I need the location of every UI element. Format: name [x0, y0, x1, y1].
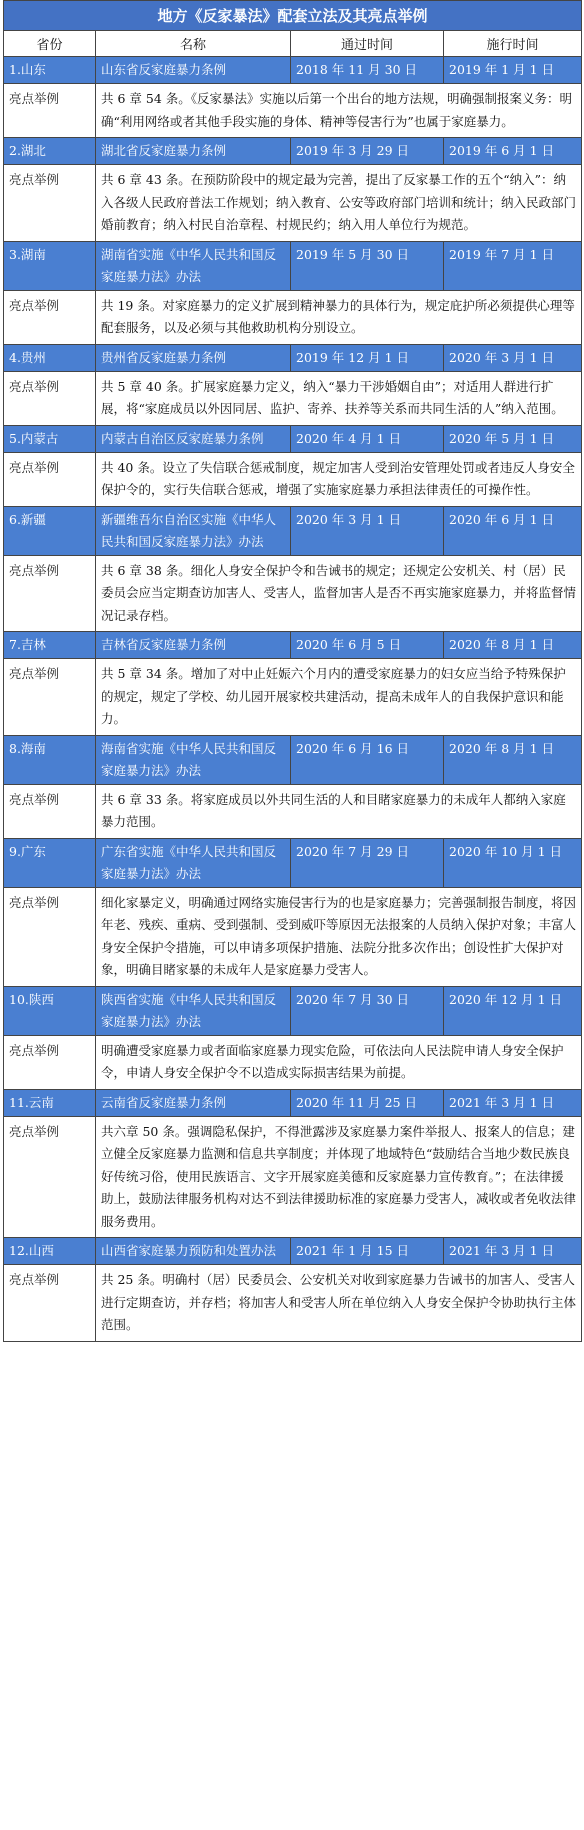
- effective-date-cell: 2019 年 7 月 1 日: [444, 241, 582, 290]
- highlight-text-cell: 共 25 条。明确村（居）民委员会、公安机关对收到家庭暴力告诫书的加害人、受害人进行定期查访，并存档；将加害人和受害人所在单位纳入人身安全保护令协助执行主体范围。: [96, 1265, 582, 1342]
- passed-date-cell: 2019 年 12 月 1 日: [291, 344, 444, 371]
- highlight-row: [4, 555, 582, 632]
- table-title: 地方《反家暴法》配套立法及其亮点举例: [4, 1, 582, 31]
- effective-date-cell: 2020 年 3 月 1 日: [444, 344, 582, 371]
- highlight-label-cell: 亮点举例: [4, 555, 96, 632]
- province-row: [4, 425, 582, 452]
- highlight-row: [4, 1116, 582, 1238]
- province-row: [4, 506, 582, 555]
- highlight-label-cell: 亮点举例: [4, 659, 96, 736]
- highlight-text-cell: 细化家暴定义，明确通过网络实施侵害行为的也是家庭暴力；完善强制报告制度，将因年老、残疾、重病、受到强制、受到威吓等原因无法报案的人员纳入保护对象；丰富人身安全保护令措施，可以申请多项保护措施、法院分批多次作出；创设性扩大保护对象，明确目睹家暴的未成年人是家庭暴力受害人。: [96, 887, 582, 986]
- highlight-label-cell: 亮点举例: [4, 1265, 96, 1342]
- highlight-text-cell: 共 6 章 33 条。将家庭成员以外共同生活的人和目睹家庭暴力的未成年人都纳入家庭暴力范围。: [96, 784, 582, 838]
- law-name-cell: 海南省实施《中华人民共和国反家庭暴力法》办法: [96, 735, 291, 784]
- province-cell: 8.海南: [4, 735, 96, 784]
- effective-date-cell: 2020 年 5 月 1 日: [444, 425, 582, 452]
- highlight-row: [4, 165, 582, 242]
- law-name-cell: 云南省反家庭暴力条例: [96, 1089, 291, 1116]
- province-cell: 2.湖北: [4, 138, 96, 165]
- highlight-text-cell: 共六章 50 条。强调隐私保护，不得泄露涉及家庭暴力案件举报人、报案人的信息；建立健全反家庭暴力监测和信息共享制度；并体现了地域特色“鼓励结合当地少数民族良好传统习俗，使用民族语言、文字开展家庭美德和反家庭暴力宣传教育。”；在法律援助上，鼓励法律服务机构对达不到法律援助标准的家庭暴力受害人，减收或者免收法律服务费用。: [96, 1116, 582, 1238]
- effective-date-cell: 2019 年 1 月 1 日: [444, 57, 582, 84]
- highlight-label-cell: 亮点举例: [4, 784, 96, 838]
- header-row: [4, 31, 582, 57]
- highlight-row: [4, 290, 582, 344]
- highlight-row: [4, 371, 582, 425]
- province-cell: 11.云南: [4, 1089, 96, 1116]
- province-row: [4, 1089, 582, 1116]
- province-cell: 3.湖南: [4, 241, 96, 290]
- province-cell: 4.贵州: [4, 344, 96, 371]
- passed-date-cell: 2021 年 1 月 15 日: [291, 1238, 444, 1265]
- passed-date-cell: 2020 年 3 月 1 日: [291, 506, 444, 555]
- effective-date-cell: 2020 年 8 月 1 日: [444, 735, 582, 784]
- province-cell: 5.内蒙古: [4, 425, 96, 452]
- effective-date-cell: 2020 年 8 月 1 日: [444, 632, 582, 659]
- header-name: 名称: [96, 31, 291, 57]
- passed-date-cell: 2019 年 5 月 30 日: [291, 241, 444, 290]
- highlight-label-cell: 亮点举例: [4, 1116, 96, 1238]
- law-name-cell: 陕西省实施《中华人民共和国反家庭暴力法》办法: [96, 986, 291, 1035]
- effective-date-cell: 2020 年 12 月 1 日: [444, 986, 582, 1035]
- highlight-label-cell: 亮点举例: [4, 290, 96, 344]
- province-row: [4, 735, 582, 784]
- effective-date-cell: 2020 年 6 月 1 日: [444, 506, 582, 555]
- legislation-table: [3, 0, 582, 1342]
- province-cell: 10.陕西: [4, 986, 96, 1035]
- highlight-label-cell: 亮点举例: [4, 371, 96, 425]
- passed-date-cell: 2020 年 11 月 25 日: [291, 1089, 444, 1116]
- province-cell: 6.新疆: [4, 506, 96, 555]
- passed-date-cell: 2020 年 4 月 1 日: [291, 425, 444, 452]
- highlight-text-cell: 共 40 条。设立了失信联合惩戒制度，规定加害人受到治安管理处罚或者违反人身安全保护令的，实行失信联合惩戒，增强了实施家庭暴力承担法律责任的可操作性。: [96, 452, 582, 506]
- highlight-text-cell: 共 5 章 40 条。扩展家庭暴力定义，纳入“暴力干涉婚姻自由”；对适用人群进行扩展，将“家庭成员以外因同居、监护、寄养、扶养等关系而共同生活的人”纳入范围。: [96, 371, 582, 425]
- highlight-label-cell: 亮点举例: [4, 887, 96, 986]
- highlight-text-cell: 共 6 章 38 条。细化人身安全保护令和告诫书的规定；还规定公安机关、村（居）民委员会应当定期查访加害人、受害人，监督加害人是否不再实施家庭暴力，并将监督情况记录存档。: [96, 555, 582, 632]
- province-row: [4, 57, 582, 84]
- province-row: [4, 344, 582, 371]
- province-row: [4, 241, 582, 290]
- passed-date-cell: 2018 年 11 月 30 日: [291, 57, 444, 84]
- province-row: [4, 838, 582, 887]
- law-name-cell: 广东省实施《中华人民共和国反家庭暴力法》办法: [96, 838, 291, 887]
- passed-date-cell: 2020 年 6 月 5 日: [291, 632, 444, 659]
- highlight-row: [4, 887, 582, 986]
- effective-date-cell: 2019 年 6 月 1 日: [444, 138, 582, 165]
- effective-date-cell: 2020 年 10 月 1 日: [444, 838, 582, 887]
- highlight-row: [4, 452, 582, 506]
- law-name-cell: 吉林省反家庭暴力条例: [96, 632, 291, 659]
- passed-date-cell: 2020 年 7 月 29 日: [291, 838, 444, 887]
- highlight-row: [4, 659, 582, 736]
- highlight-text-cell: 共 19 条。对家庭暴力的定义扩展到精神暴力的具体行为，规定庇护所必须提供心理等配套服务，以及必须与其他救助机构分别设立。: [96, 290, 582, 344]
- law-name-cell: 湖南省实施《中华人民共和国反家庭暴力法》办法: [96, 241, 291, 290]
- province-cell: 12.山西: [4, 1238, 96, 1265]
- highlight-row: [4, 84, 582, 138]
- highlight-label-cell: 亮点举例: [4, 84, 96, 138]
- province-cell: 9.广东: [4, 838, 96, 887]
- highlight-text-cell: 明确遭受家庭暴力或者面临家庭暴力现实危险，可依法向人民法院申请人身安全保护令，申请人身安全保护令不以造成实际损害结果为前提。: [96, 1035, 582, 1089]
- effective-date-cell: 2021 年 3 月 1 日: [444, 1089, 582, 1116]
- effective-date-cell: 2021 年 3 月 1 日: [444, 1238, 582, 1265]
- highlight-text-cell: 共 6 章 54 条。《反家暴法》实施以后第一个出台的地方法规，明确强制报案义务：明确“利用网络或者其他手段实施的身体、精神等侵害行为”也属于家庭暴力。: [96, 84, 582, 138]
- province-row: [4, 986, 582, 1035]
- highlight-text-cell: 共 6 章 43 条。在预防阶段中的规定最为完善，提出了反家暴工作的五个“纳入”：纳入各级人民政府普法工作规划；纳入教育、公安等政府部门培训和统计；纳入民政部门婚前教育；纳入村民自治章程、村规民约；纳入用人单位行为规范。: [96, 165, 582, 242]
- highlight-row: [4, 1035, 582, 1089]
- highlight-text-cell: 共 5 章 34 条。增加了对中止妊娠六个月内的遭受家庭暴力的妇女应当给予特殊保护的规定，规定了学校、幼儿园开展家校共建活动，提高未成年人的自我保护意识和能力。: [96, 659, 582, 736]
- passed-date-cell: 2020 年 6 月 16 日: [291, 735, 444, 784]
- header-effective: 施行时间: [444, 31, 582, 57]
- highlight-label-cell: 亮点举例: [4, 452, 96, 506]
- law-name-cell: 湖北省反家庭暴力条例: [96, 138, 291, 165]
- passed-date-cell: 2020 年 7 月 30 日: [291, 986, 444, 1035]
- header-province: 省份: [4, 31, 96, 57]
- highlight-row: [4, 1265, 582, 1342]
- law-name-cell: 新疆维吾尔自治区实施《中华人民共和国反家庭暴力法》办法: [96, 506, 291, 555]
- passed-date-cell: 2019 年 3 月 29 日: [291, 138, 444, 165]
- highlight-label-cell: 亮点举例: [4, 165, 96, 242]
- law-name-cell: 内蒙古自治区反家庭暴力条例: [96, 425, 291, 452]
- province-row: [4, 632, 582, 659]
- law-name-cell: 贵州省反家庭暴力条例: [96, 344, 291, 371]
- header-passed: 通过时间: [291, 31, 444, 57]
- highlight-label-cell: 亮点举例: [4, 1035, 96, 1089]
- law-name-cell: 山西省家庭暴力预防和处置办法: [96, 1238, 291, 1265]
- law-name-cell: 山东省反家庭暴力条例: [96, 57, 291, 84]
- province-cell: 7.吉林: [4, 632, 96, 659]
- table-body: [4, 57, 582, 1342]
- highlight-row: [4, 784, 582, 838]
- province-row: [4, 1238, 582, 1265]
- province-row: [4, 138, 582, 165]
- province-cell: 1.山东: [4, 57, 96, 84]
